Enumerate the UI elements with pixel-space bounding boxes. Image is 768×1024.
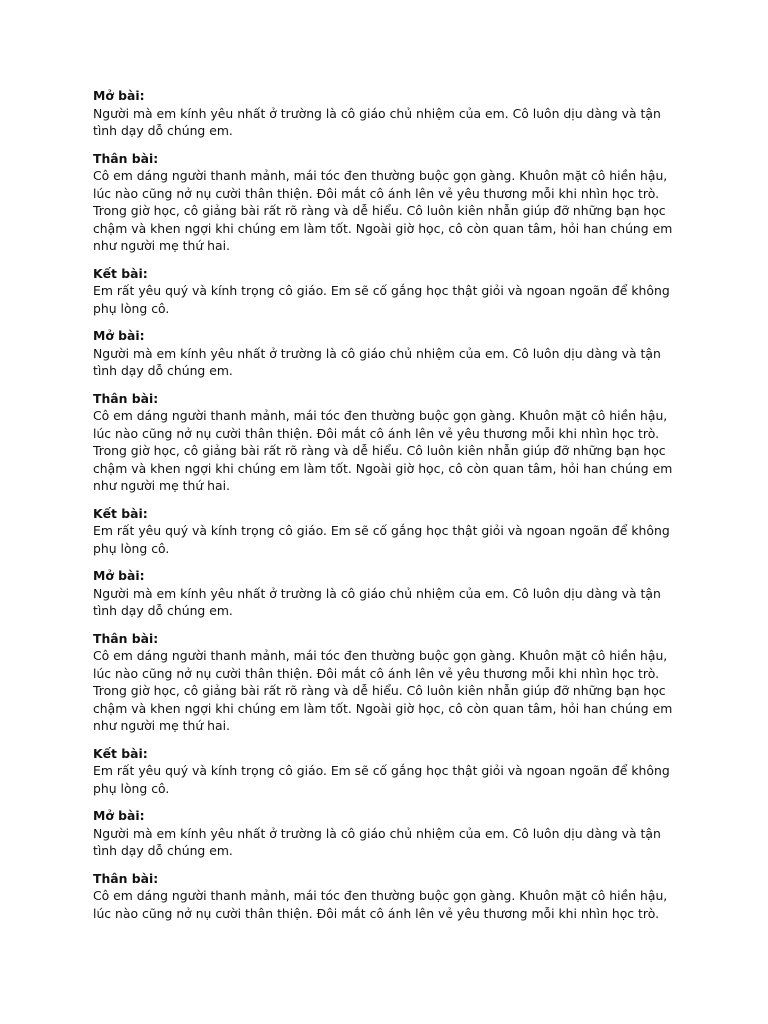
section-heading: Kết bài: — [93, 505, 148, 521]
section-heading: Thân bài: — [93, 870, 159, 886]
section-body — [93, 630, 680, 735]
section-heading: Mở bài: — [93, 328, 145, 343]
section-paragraph: Người mà em kính yêu nhất ở trường là cô giáo chủ nhiệm của em. Cô luôn dịu dàng và tận tình dạy dỗ chúng em. — [93, 105, 661, 138]
section-conclusion — [93, 265, 680, 318]
section-heading: Thân bài: — [93, 390, 159, 406]
section-intro — [93, 327, 680, 380]
section-heading: Kết bài: — [93, 265, 148, 281]
section-body — [93, 390, 680, 495]
section-paragraph: Người mà em kính yêu nhất ở trường là cô giáo chủ nhiệm của em. Cô luôn dịu dàng và tận tình dạy dỗ chúng em. — [93, 585, 661, 618]
section-heading: Mở bài: — [93, 568, 145, 583]
section-paragraph: Cô em dáng người thanh mảnh, mái tóc đen thường buộc gọn gàng. Khuôn mặt cô hiền hậu, lúc nào cũng nở nụ cười thân thiện. Đôi mắt cô ánh lên vẻ yêu thương mỗi khi nhìn học trò. — [93, 648, 668, 681]
section-intro — [93, 87, 680, 140]
section-conclusion — [93, 745, 680, 798]
section-heading: Kết bài: — [93, 745, 148, 761]
section-intro — [93, 567, 680, 620]
section-paragraph: Trong giờ học, cô giảng bài rất rõ ràng và dễ hiểu. Cô luôn kiên nhẫn giúp đỡ những bạn học chậm và khen ngợi khi chúng em làm tốt. Ngoài giờ học, cô còn quan tâm, hỏi han chúng em như người mẹ thứ hai. — [93, 443, 673, 493]
section-paragraph: Em rất yêu quý và kính trọng cô giáo. Em sẽ cố gắng học thật giỏi và ngoan ngoãn để không phụ lòng cô. — [93, 283, 670, 316]
section-paragraph: Cô em dáng người thanh mảnh, mái tóc đen thường buộc gọn gàng. Khuôn mặt cô hiền hậu, lúc nào cũng nở nụ cười thân thiện. Đôi mắt cô ánh lên vẻ yêu thương mỗi khi nhìn học trò. — [93, 888, 668, 921]
section-paragraph: Em rất yêu quý và kính trọng cô giáo. Em sẽ cố gắng học thật giỏi và ngoan ngoãn để không phụ lòng cô. — [93, 523, 670, 556]
section-body — [93, 150, 680, 255]
section-paragraph: Người mà em kính yêu nhất ở trường là cô giáo chủ nhiệm của em. Cô luôn dịu dàng và tận tình dạy dỗ chúng em. — [93, 825, 661, 858]
section-heading: Mở bài: — [93, 88, 145, 103]
section-body — [93, 870, 680, 923]
section-heading: Thân bài: — [93, 150, 159, 166]
section-paragraph: Người mà em kính yêu nhất ở trường là cô giáo chủ nhiệm của em. Cô luôn dịu dàng và tận tình dạy dỗ chúng em. — [93, 345, 661, 378]
section-paragraph: Trong giờ học, cô giảng bài rất rõ ràng và dễ hiểu. Cô luôn kiên nhẫn giúp đỡ những bạn học chậm và khen ngợi khi chúng em làm tốt. Ngoài giờ học, cô còn quan tâm, hỏi han chúng em như người mẹ thứ hai. — [93, 683, 673, 733]
section-heading: Thân bài: — [93, 630, 159, 646]
section-paragraph: Cô em dáng người thanh mảnh, mái tóc đen thường buộc gọn gàng. Khuôn mặt cô hiền hậu, lúc nào cũng nở nụ cười thân thiện. Đôi mắt cô ánh lên vẻ yêu thương mỗi khi nhìn học trò. — [93, 408, 668, 441]
section-paragraph: Em rất yêu quý và kính trọng cô giáo. Em sẽ cố gắng học thật giỏi và ngoan ngoãn để không phụ lòng cô. — [93, 763, 670, 796]
section-conclusion — [93, 505, 680, 558]
section-intro — [93, 807, 680, 860]
section-paragraph: Cô em dáng người thanh mảnh, mái tóc đen thường buộc gọn gàng. Khuôn mặt cô hiền hậu, lúc nào cũng nở nụ cười thân thiện. Đôi mắt cô ánh lên vẻ yêu thương mỗi khi nhìn học trò. — [93, 168, 668, 201]
section-heading: Mở bài: — [93, 808, 145, 823]
section-paragraph: Trong giờ học, cô giảng bài rất rõ ràng và dễ hiểu. Cô luôn kiên nhẫn giúp đỡ những bạn học chậm và khen ngợi khi chúng em làm tốt. Ngoài giờ học, cô còn quan tâm, hỏi han chúng em như người mẹ thứ hai. — [93, 203, 673, 253]
